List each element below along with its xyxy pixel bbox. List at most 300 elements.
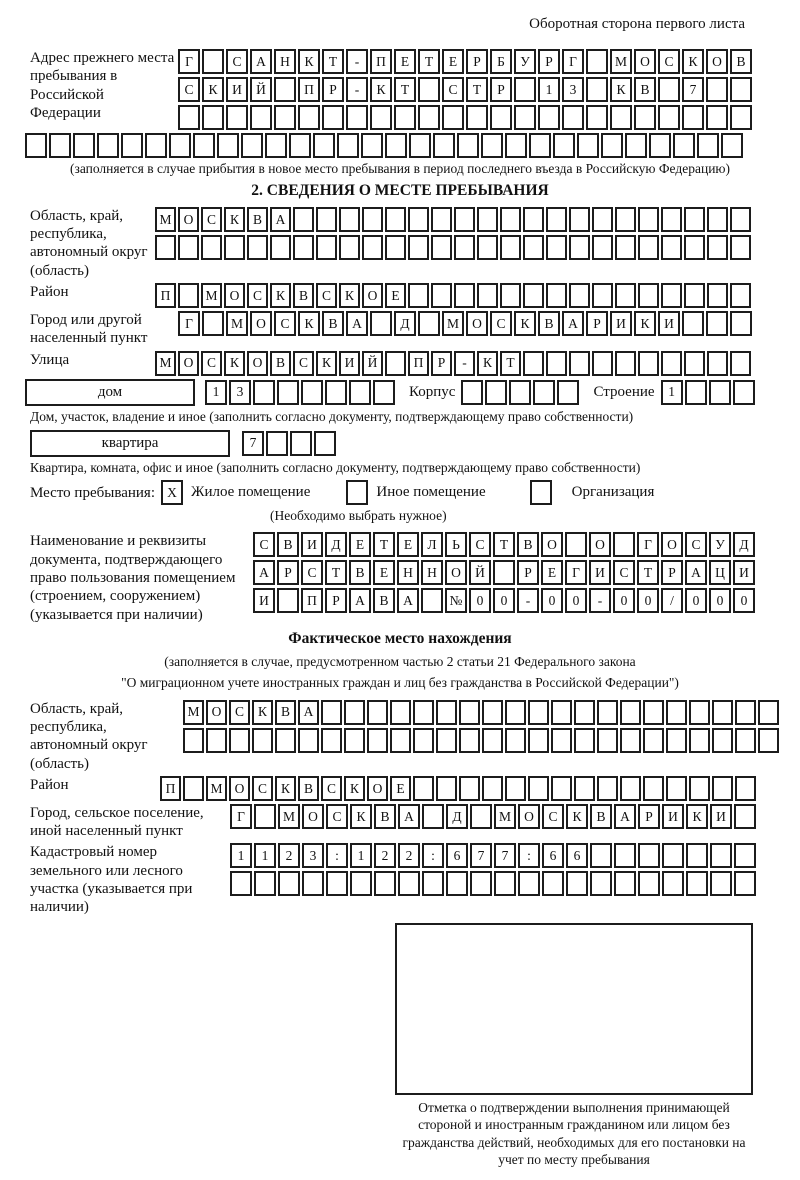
char-box[interactable] [373,380,395,405]
char-box[interactable] [293,235,314,260]
char-box[interactable]: Е [541,560,563,585]
char-box[interactable] [314,431,336,456]
char-box[interactable] [266,431,288,456]
char-box[interactable] [385,133,407,158]
char-box[interactable] [661,235,682,260]
char-box[interactable]: Е [373,560,395,585]
char-box[interactable]: Т [493,532,515,557]
char-box[interactable] [523,207,544,232]
char-box[interactable] [316,235,337,260]
char-box[interactable] [590,843,612,868]
char-box[interactable]: В [730,49,752,74]
char-box[interactable]: 6 [566,843,588,868]
char-box[interactable]: О [445,560,467,585]
char-box[interactable] [421,588,443,613]
char-box[interactable] [574,728,595,753]
char-box[interactable] [614,843,636,868]
char-box[interactable]: 2 [374,843,396,868]
char-box[interactable]: О [250,311,272,336]
char-box[interactable]: И [301,532,323,557]
char-box[interactable] [466,105,488,130]
char-box[interactable] [546,207,567,232]
char-box[interactable] [574,700,595,725]
char-box[interactable]: К [275,776,296,801]
char-box[interactable] [615,351,636,376]
char-box[interactable] [217,133,239,158]
char-box[interactable]: Н [397,560,419,585]
char-box[interactable] [577,133,599,158]
char-box[interactable]: Л [421,532,443,557]
char-box[interactable]: В [590,804,612,829]
char-box[interactable] [673,133,695,158]
char-box[interactable] [431,207,452,232]
char-box[interactable] [707,351,728,376]
char-box[interactable] [666,728,687,753]
char-box[interactable] [685,380,707,405]
char-box[interactable]: К [298,311,320,336]
char-box[interactable] [706,105,728,130]
char-box[interactable]: С [301,560,323,585]
char-box[interactable] [183,776,204,801]
char-box[interactable]: О [367,776,388,801]
char-box[interactable] [615,207,636,232]
char-box[interactable]: 0 [565,588,587,613]
char-box[interactable] [500,283,521,308]
char-box[interactable] [413,728,434,753]
char-box[interactable] [730,235,751,260]
char-box[interactable]: К [514,311,536,336]
char-box[interactable]: И [226,77,248,102]
char-box[interactable] [546,351,567,376]
char-box[interactable]: С [201,351,222,376]
char-box[interactable]: Й [362,351,383,376]
char-box[interactable] [538,105,560,130]
char-box[interactable]: С [658,49,680,74]
char-box[interactable]: К [298,49,320,74]
char-box[interactable] [289,133,311,158]
char-box[interactable]: М [183,700,204,725]
char-box[interactable]: К [566,804,588,829]
char-box[interactable] [686,843,708,868]
char-box[interactable]: С [201,207,222,232]
char-box[interactable]: Т [466,77,488,102]
char-box[interactable]: Р [466,49,488,74]
char-box[interactable] [533,380,555,405]
char-box[interactable] [551,700,572,725]
char-box[interactable] [638,283,659,308]
char-box[interactable]: П [408,351,429,376]
char-box[interactable] [553,133,575,158]
char-box[interactable] [684,283,705,308]
char-box[interactable]: А [349,588,371,613]
char-box[interactable]: О [178,351,199,376]
char-box[interactable]: С [293,351,314,376]
char-box[interactable]: К [339,283,360,308]
char-box[interactable] [528,728,549,753]
char-box[interactable] [710,871,732,896]
char-box[interactable]: В [247,207,268,232]
char-box[interactable]: О [466,311,488,336]
char-box[interactable]: А [298,700,319,725]
char-box[interactable]: О [178,207,199,232]
char-box[interactable]: 0 [469,588,491,613]
char-box[interactable] [733,380,755,405]
char-box[interactable] [413,700,434,725]
char-box[interactable] [569,235,590,260]
char-box[interactable] [457,133,479,158]
char-box[interactable] [274,77,296,102]
char-box[interactable]: 7 [494,843,516,868]
char-box[interactable]: В [270,351,291,376]
char-box[interactable]: А [346,311,368,336]
char-box[interactable] [551,776,572,801]
char-box[interactable]: : [518,843,540,868]
char-box[interactable] [477,235,498,260]
char-box[interactable] [367,700,388,725]
char-box[interactable] [684,351,705,376]
char-box[interactable]: И [662,804,684,829]
char-box[interactable] [613,532,635,557]
char-box[interactable]: И [733,560,755,585]
char-box[interactable] [436,728,457,753]
char-box[interactable]: Р [517,560,539,585]
char-box[interactable] [277,380,299,405]
char-box[interactable]: Ь [445,532,467,557]
char-box[interactable] [418,77,440,102]
char-box[interactable] [298,105,320,130]
char-box[interactable] [661,207,682,232]
char-box[interactable]: П [301,588,323,613]
char-box[interactable] [569,351,590,376]
char-box[interactable]: О [634,49,656,74]
char-box[interactable] [638,871,660,896]
char-box[interactable]: У [514,49,536,74]
char-box[interactable] [601,133,623,158]
char-box[interactable]: Т [322,49,344,74]
char-box[interactable] [643,700,664,725]
char-box[interactable] [494,871,516,896]
char-box[interactable]: О [589,532,611,557]
char-box[interactable] [586,105,608,130]
char-box[interactable]: С [178,77,200,102]
char-box[interactable] [758,700,779,725]
char-box[interactable]: К [350,804,372,829]
char-box[interactable]: Н [421,560,443,585]
char-box[interactable] [454,235,475,260]
char-box[interactable]: 0 [685,588,707,613]
char-box[interactable] [183,728,204,753]
char-box[interactable]: Е [442,49,464,74]
char-box[interactable] [446,871,468,896]
char-box[interactable] [316,207,337,232]
char-box[interactable]: С [490,311,512,336]
char-box[interactable]: М [206,776,227,801]
char-box[interactable]: С [247,283,268,308]
char-box[interactable] [145,133,167,158]
char-box[interactable] [431,235,452,260]
char-box[interactable]: А [685,560,707,585]
char-box[interactable] [346,105,368,130]
char-box[interactable]: Д [733,532,755,557]
char-box[interactable] [178,283,199,308]
char-box[interactable] [523,351,544,376]
char-box[interactable]: С [253,532,275,557]
char-box[interactable] [252,728,273,753]
char-box[interactable]: - [589,588,611,613]
char-box[interactable] [278,871,300,896]
char-box[interactable]: Т [394,77,416,102]
char-box[interactable] [337,133,359,158]
char-box[interactable] [385,235,406,260]
char-box[interactable] [620,776,641,801]
char-box[interactable] [523,235,544,260]
char-box[interactable] [509,380,531,405]
char-box[interactable] [408,283,429,308]
char-box[interactable] [470,804,492,829]
char-box[interactable] [418,311,440,336]
char-box[interactable] [250,105,272,130]
char-box[interactable]: О [229,776,250,801]
char-box[interactable]: 1 [538,77,560,102]
char-box[interactable]: 7 [682,77,704,102]
char-box[interactable] [301,380,323,405]
char-box[interactable]: Д [446,804,468,829]
char-box[interactable]: 1 [350,843,372,868]
char-box[interactable] [97,133,119,158]
char-box[interactable] [505,133,527,158]
char-box[interactable]: С [613,560,635,585]
char-box[interactable] [597,776,618,801]
char-box[interactable]: Р [586,311,608,336]
char-box[interactable]: Р [277,560,299,585]
char-box[interactable]: Г [178,49,200,74]
char-box[interactable]: И [658,311,680,336]
char-box[interactable] [339,235,360,260]
char-box[interactable] [202,105,224,130]
char-box[interactable]: В [634,77,656,102]
char-box[interactable]: 3 [229,380,251,405]
char-box[interactable] [322,105,344,130]
char-box[interactable] [574,776,595,801]
char-box[interactable] [689,776,710,801]
char-box[interactable] [49,133,71,158]
char-box[interactable] [638,207,659,232]
char-box[interactable]: Т [373,532,395,557]
char-box[interactable] [730,311,752,336]
char-box[interactable]: Р [638,804,660,829]
char-box[interactable] [569,283,590,308]
char-box[interactable] [586,77,608,102]
char-box[interactable]: 0 [733,588,755,613]
char-box[interactable] [436,776,457,801]
char-box[interactable]: К [224,207,245,232]
char-box[interactable]: 0 [493,588,515,613]
char-box[interactable] [201,235,222,260]
char-box[interactable] [325,380,347,405]
char-box[interactable]: М [442,311,464,336]
char-box[interactable]: С [226,49,248,74]
char-box[interactable] [592,235,613,260]
char-box[interactable]: 1 [661,380,683,405]
char-box[interactable]: В [298,776,319,801]
char-box[interactable]: 0 [541,588,563,613]
char-box[interactable]: № [445,588,467,613]
char-box[interactable]: М [226,311,248,336]
char-box[interactable]: 2 [398,843,420,868]
char-box[interactable] [569,207,590,232]
char-box[interactable] [735,776,756,801]
char-box[interactable] [710,843,732,868]
char-box[interactable]: А [562,311,584,336]
char-box[interactable]: С [321,776,342,801]
char-box[interactable] [614,871,636,896]
char-box[interactable] [529,133,551,158]
char-box[interactable] [193,133,215,158]
char-box[interactable] [514,105,536,130]
char-box[interactable] [505,700,526,725]
char-box[interactable]: В [277,532,299,557]
char-box[interactable]: Р [325,588,347,613]
char-box[interactable] [562,105,584,130]
char-box[interactable] [684,207,705,232]
char-box[interactable]: Г [637,532,659,557]
char-box[interactable] [433,133,455,158]
char-box[interactable]: В [275,700,296,725]
char-box[interactable]: Е [397,532,419,557]
char-box[interactable] [277,588,299,613]
char-box[interactable] [413,776,434,801]
char-box[interactable] [274,105,296,130]
char-box[interactable] [454,207,475,232]
char-box[interactable] [514,77,536,102]
char-box[interactable] [477,207,498,232]
char-box[interactable] [442,105,464,130]
char-box[interactable]: А [253,560,275,585]
char-box[interactable] [202,311,224,336]
char-box[interactable]: М [278,804,300,829]
char-box[interactable]: К [610,77,632,102]
char-box[interactable]: П [298,77,320,102]
char-box[interactable] [229,728,250,753]
char-box[interactable] [712,728,733,753]
char-box[interactable] [643,728,664,753]
char-box[interactable] [344,700,365,725]
char-box[interactable] [546,283,567,308]
char-box[interactable] [25,133,47,158]
char-box[interactable]: К [682,49,704,74]
char-box[interactable] [275,728,296,753]
char-box[interactable] [394,105,416,130]
char-box[interactable] [121,133,143,158]
char-box[interactable] [302,871,324,896]
char-box[interactable] [528,776,549,801]
char-box[interactable]: 1 [230,843,252,868]
char-box[interactable]: Г [230,804,252,829]
char-box[interactable]: 1 [205,380,227,405]
char-box[interactable]: У [709,532,731,557]
char-box[interactable] [707,235,728,260]
char-box[interactable]: О [302,804,324,829]
char-box[interactable]: А [397,588,419,613]
char-box[interactable]: П [160,776,181,801]
char-box[interactable] [374,871,396,896]
char-box[interactable] [528,700,549,725]
char-box[interactable] [418,105,440,130]
char-box[interactable]: М [155,351,176,376]
char-box[interactable] [518,871,540,896]
char-box[interactable]: Т [325,560,347,585]
char-box[interactable] [649,133,671,158]
char-box[interactable] [597,700,618,725]
char-box[interactable] [481,133,503,158]
char-box[interactable]: Д [325,532,347,557]
char-box[interactable] [224,235,245,260]
char-box[interactable] [350,871,372,896]
char-box[interactable]: С [252,776,273,801]
char-box[interactable]: А [270,207,291,232]
char-box[interactable] [638,351,659,376]
char-box[interactable]: В [373,588,395,613]
char-box[interactable]: 7 [470,843,492,868]
char-box[interactable]: С [326,804,348,829]
char-box[interactable]: А [614,804,636,829]
char-box[interactable]: Й [250,77,272,102]
char-box[interactable] [477,283,498,308]
char-box[interactable] [370,311,392,336]
char-box[interactable]: 0 [637,588,659,613]
char-box[interactable] [686,871,708,896]
char-box[interactable]: С [316,283,337,308]
char-box[interactable] [721,133,743,158]
char-box[interactable] [155,235,176,260]
char-box[interactable] [73,133,95,158]
char-box[interactable] [735,700,756,725]
char-box[interactable] [643,776,664,801]
char-box[interactable]: О [541,532,563,557]
char-box[interactable] [459,700,480,725]
char-box[interactable] [707,207,728,232]
char-box[interactable]: Ц [709,560,731,585]
char-box[interactable] [565,532,587,557]
char-box[interactable] [662,843,684,868]
char-box[interactable]: Е [394,49,416,74]
char-box[interactable]: : [422,843,444,868]
char-box[interactable] [689,728,710,753]
char-box[interactable]: И [339,351,360,376]
checkbox-zhiloe[interactable]: X [161,480,183,505]
char-box[interactable] [349,380,371,405]
char-box[interactable]: С [274,311,296,336]
char-box[interactable] [682,311,704,336]
char-box[interactable] [362,207,383,232]
char-box[interactable] [707,283,728,308]
char-box[interactable] [706,77,728,102]
char-box[interactable]: И [710,804,732,829]
checkbox-inoe[interactable] [346,480,368,505]
char-box[interactable] [542,871,564,896]
char-box[interactable]: О [247,351,268,376]
char-box[interactable]: К [344,776,365,801]
char-box[interactable] [709,380,731,405]
char-box[interactable]: О [518,804,540,829]
char-box[interactable] [615,283,636,308]
char-box[interactable] [610,105,632,130]
char-box[interactable] [367,728,388,753]
char-box[interactable]: К [316,351,337,376]
char-box[interactable] [684,235,705,260]
char-box[interactable]: И [610,311,632,336]
char-box[interactable] [712,776,733,801]
